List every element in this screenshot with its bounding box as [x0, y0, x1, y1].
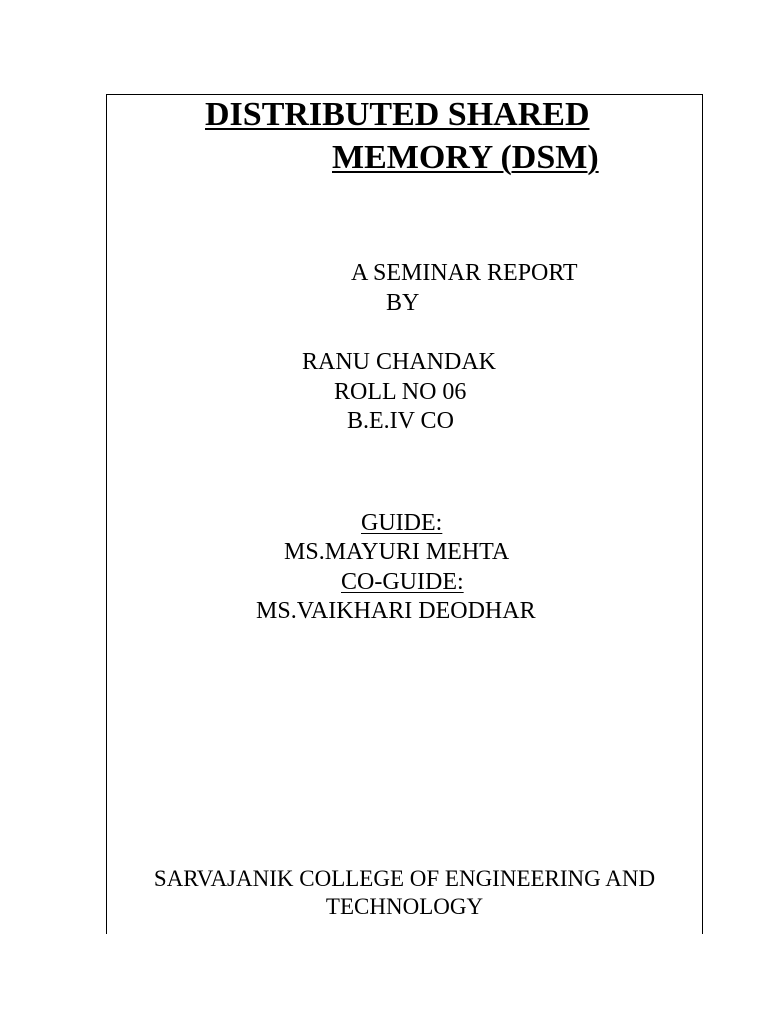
- guide-name: MS.MAYURI MEHTA: [284, 539, 510, 565]
- author-name: RANU CHANDAK: [302, 349, 497, 375]
- co-guide-label: CO-GUIDE:: [341, 569, 464, 595]
- co-guide-name: MS.VAIKHARI DEODHAR: [256, 598, 536, 624]
- title-line-2: MEMORY (DSM): [332, 139, 599, 176]
- author-roll-number: ROLL NO 06: [334, 379, 467, 405]
- author-class: B.E.IV CO: [347, 408, 454, 434]
- page-border-top: [106, 94, 703, 95]
- report-by: BY: [386, 290, 420, 316]
- guide-label: GUIDE:: [361, 510, 443, 536]
- institution-line-2: TECHNOLOGY: [325, 894, 484, 919]
- page-border-right: [702, 94, 703, 934]
- title-line-1: DISTRIBUTED SHARED: [205, 96, 590, 133]
- page-border-left: [106, 94, 107, 934]
- report-type: A SEMINAR REPORT: [351, 260, 578, 286]
- institution-line-1: SARVAJANIK COLLEGE OF ENGINEERING AND: [153, 866, 656, 891]
